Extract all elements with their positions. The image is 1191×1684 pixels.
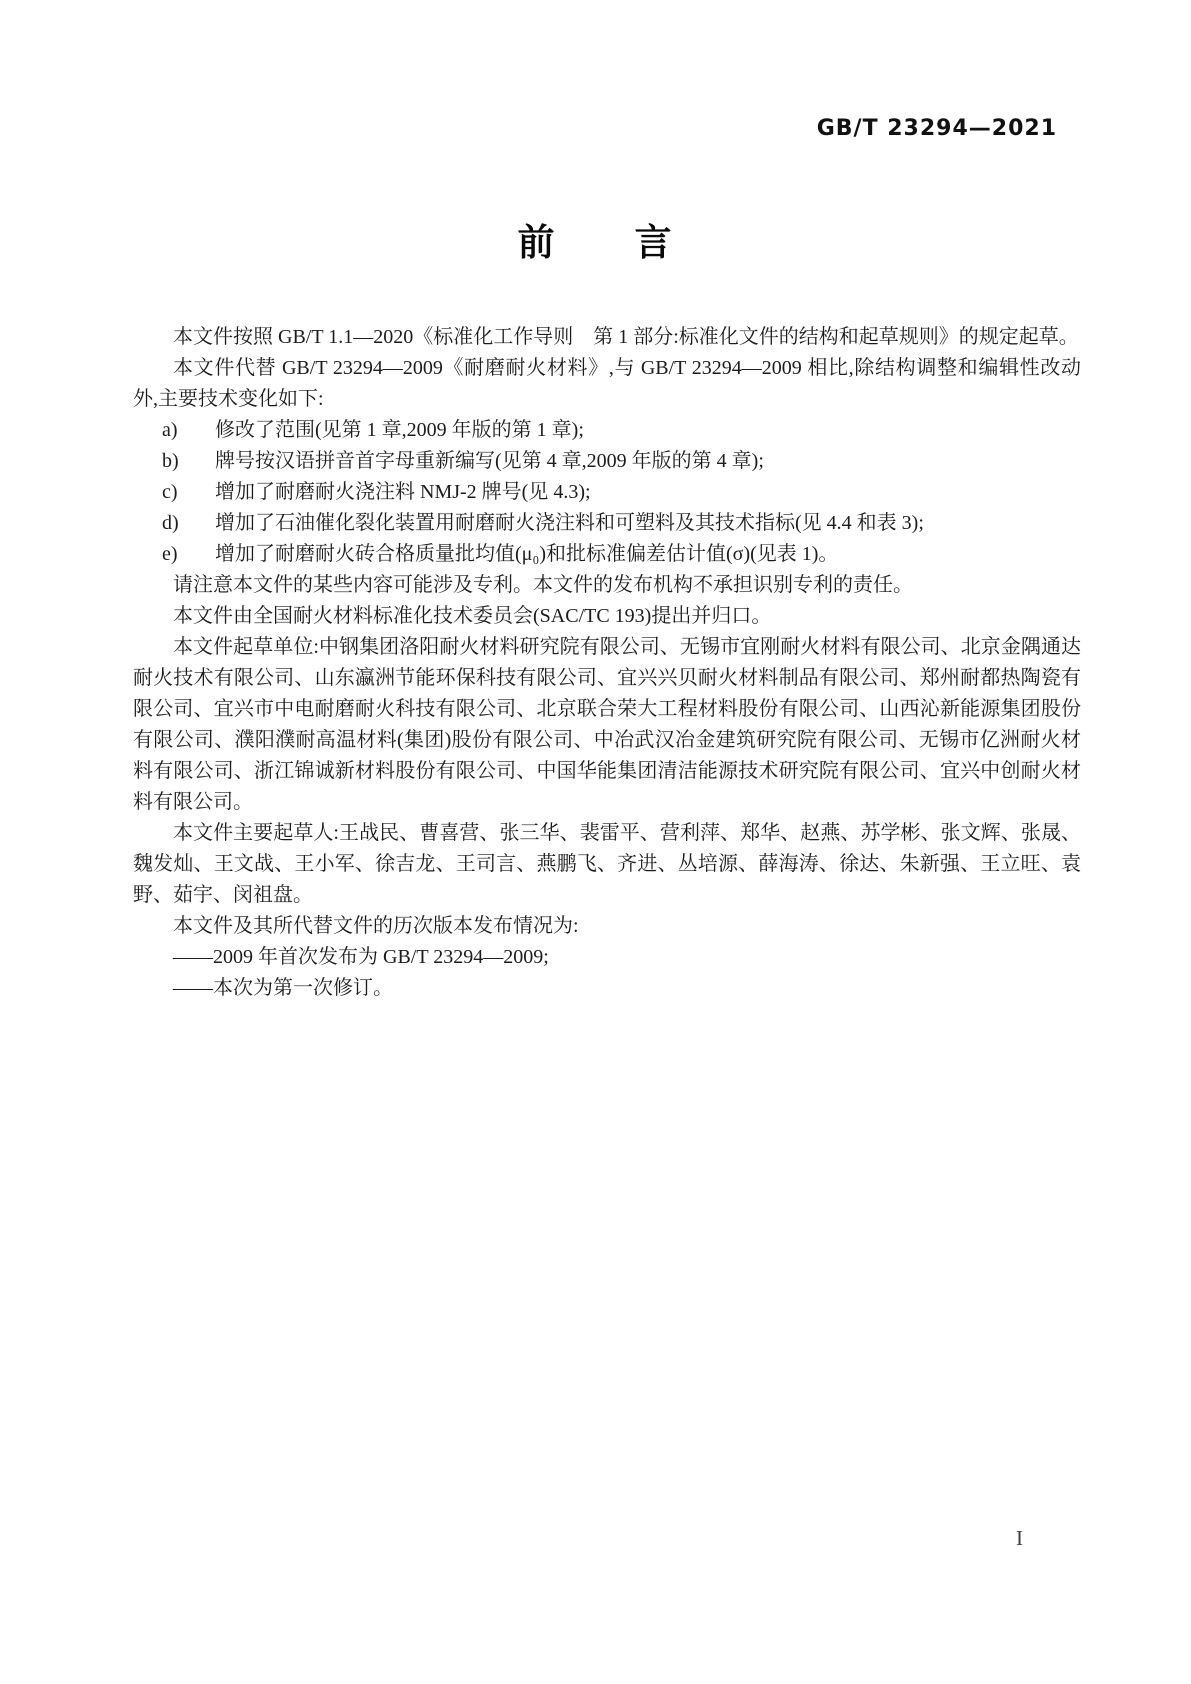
change-item-text: 增加了石油催化裂化装置用耐磨耐火浇注料和可塑料及其技术指标(见 4.4 和表 3); [215,512,924,534]
paragraph-replacement-note: 本文件代替 GB/T 23294—2009《耐磨耐火材料》,与 GB/T 23294—2009 相比,除结构调整和编辑性改动外,主要技术变化如下: [133,357,1081,410]
change-item-text: 增加了耐磨耐火砖合格质量批均值(μ₀)和批标准偏差估计值(σ)(见表 1)。 [215,543,839,565]
change-item-text: 修改了范围(见第 1 章,2009 年版的第 1 章); [215,419,584,441]
change-item-label: b) [162,450,179,472]
change-item-a [133,415,1081,446]
change-item-text: 牌号按汉语拼音首字母重新编写(见第 4 章,2009 年版的第 4 章); [215,450,764,472]
technical-changes-list [133,415,1081,570]
paragraph-drafting-basis: 本文件按照 GB/T 1.1—2020《标准化工作导则 第 1 部分:标准化文件的结构和起草规则》的规定起草。 [173,326,1079,348]
change-item-c [133,477,1081,508]
change-item-text: 增加了耐磨耐火浇注料 NMJ-2 牌号(见 4.3); [215,481,591,503]
paragraph-drafters: 本文件主要起草人:王战民、曹喜营、张三华、裴雷平、营利萍、郑华、赵燕、苏学彬、张文辉、张晟、魏发灿、王文战、王小军、徐吉龙、王司言、燕鹏飞、齐进、丛培源、薛海涛、徐达、朱新强、王立旺、袁野、茹宇、闵祖盘。 [133,822,1081,906]
paragraph-patent-notice: 请注意本文件的某些内容可能涉及专利。本文件的发布机构不承担识别专利的责任。 [173,574,913,596]
page-number: I [1016,1526,1023,1550]
history-item-current-revision: ——本次为第一次修订。 [173,977,393,999]
change-item-label: a) [162,419,178,441]
change-item-e [133,539,1081,570]
paragraph-committee: 本文件由全国耐火材料标准化技术委员会(SAC/TC 193)提出并归口。 [173,605,772,627]
paragraph-history-intro: 本文件及其所代替文件的历次版本发布情况为: [173,915,579,937]
history-item-first-publication: ——2009 年首次发布为 GB/T 23294—2009; [173,946,549,968]
change-item-b [133,446,1081,477]
change-item-label: c) [162,481,178,503]
paragraph-drafting-units: 本文件起草单位:中钢集团洛阳耐火材料研究院有限公司、无锡市宜刚耐火材料有限公司、北京金隅通达耐火技术有限公司、山东瀛洲节能环保科技有限公司、宜兴兴贝耐火材料制品有限公司、郑州耐都热陶瓷有限公司、宜兴市中电耐磨耐火科技有限公司、北京联合荣大工程材料股份有限公司、山西沁新能源集团股份有限公司、濮阳濮耐高温材料(集团)股份有限公司、中冶武汉冶金建筑研究院有限公司、无锡市亿洲耐火材料有限公司、浙江锦诚新材料股份有限公司、中国华能集团清洁能源技术研究院有限公司、宜兴中创耐火材料有限公司。 [133,636,1081,813]
change-item-label: d) [162,512,179,534]
foreword-body [133,322,1081,1004]
page-title: 前 言 [517,222,674,263]
change-item-d [133,508,1081,539]
standard-code: GB/T 23294—2021 [816,116,1057,141]
change-item-label: e) [162,543,178,565]
